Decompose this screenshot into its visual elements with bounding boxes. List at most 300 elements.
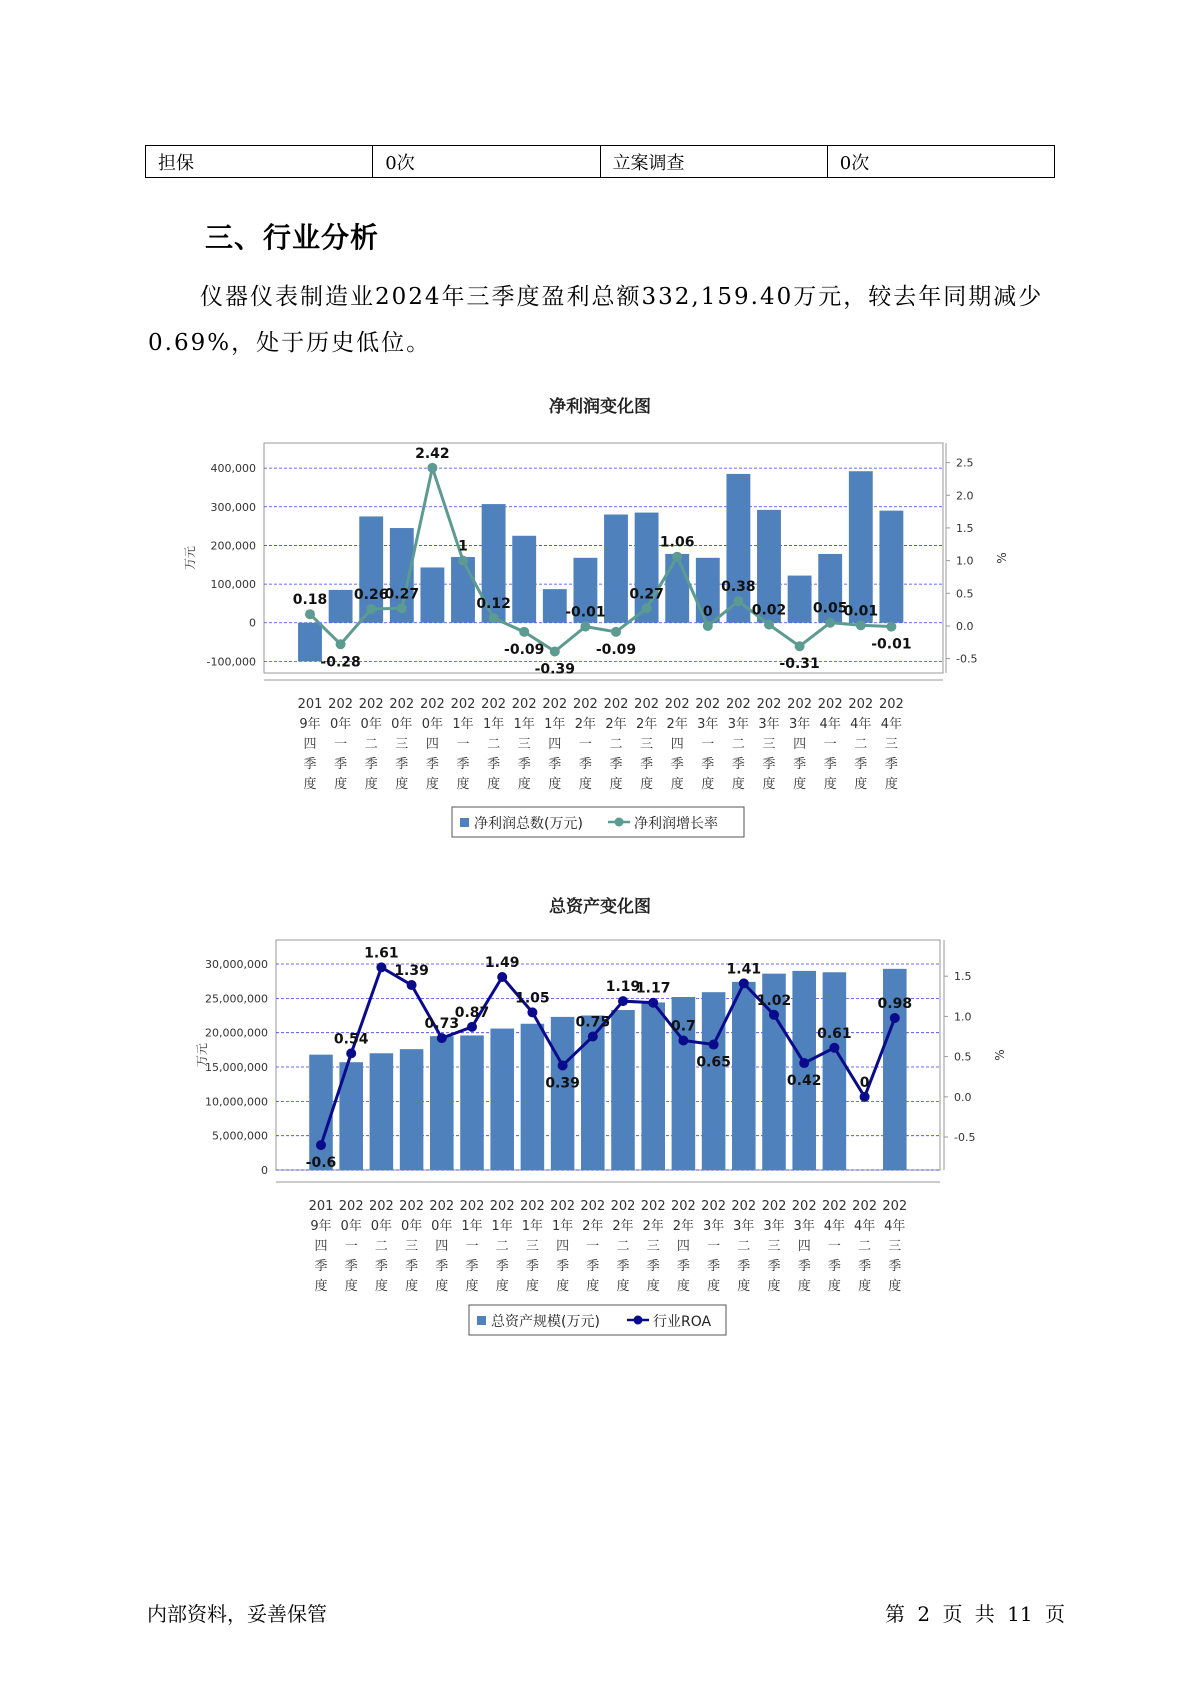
left-tick-label: 25,000,000 bbox=[205, 992, 268, 1006]
x-tick-label-line: 202 bbox=[640, 1199, 666, 1214]
line-point bbox=[305, 609, 315, 619]
x-tick-label-line: 季 bbox=[762, 757, 776, 772]
x-tick-label-line: 202 bbox=[821, 1199, 847, 1214]
x-tick-label-line: 二 bbox=[495, 1239, 509, 1254]
x-tick-label-line: 二 bbox=[737, 1239, 751, 1254]
x-tick-label-line: 度 bbox=[495, 1279, 509, 1294]
right-tick-label: 1.5 bbox=[954, 970, 972, 984]
x-tick-label bbox=[542, 697, 567, 792]
right-tick-label: -0.5 bbox=[954, 1131, 976, 1145]
x-tick-label bbox=[762, 1199, 787, 1294]
data-label: 0.12 bbox=[476, 596, 511, 613]
x-tick-label-line: 度 bbox=[435, 1279, 449, 1294]
x-tick-label-line: 202 bbox=[791, 1199, 817, 1214]
x-tick-label-line: 2年 bbox=[574, 717, 597, 732]
x-tick-label-line: 3年 bbox=[702, 1219, 725, 1234]
x-tick-label-line: 1年 bbox=[551, 1219, 574, 1234]
x-tick-label-line: 2年 bbox=[666, 717, 688, 732]
left-tick-label: 5,000,000 bbox=[212, 1129, 268, 1143]
x-tick-label-line: 202 bbox=[389, 697, 415, 712]
line-point bbox=[558, 1060, 568, 1070]
x-tick-label-line: 三 bbox=[762, 737, 776, 752]
data-label: 0.42 bbox=[786, 1073, 822, 1090]
x-tick-label-line: 度 bbox=[374, 1279, 388, 1294]
x-tick-label-line: 度 bbox=[737, 1279, 751, 1294]
chart-title: 总资产变化图 bbox=[549, 897, 651, 917]
data-label: 0.05 bbox=[812, 600, 848, 617]
line-point bbox=[427, 463, 437, 473]
x-tick-label-line: 3年 bbox=[793, 1219, 815, 1234]
x-tick-label bbox=[641, 1199, 666, 1294]
x-tick-label-line: 202 bbox=[852, 1199, 878, 1214]
x-tick-label-line: 季 bbox=[646, 1259, 660, 1274]
x-tick-label bbox=[818, 697, 843, 792]
data-label: 0.26 bbox=[353, 586, 389, 603]
x-tick-label-line: 三 bbox=[395, 737, 409, 752]
x-tick-label-line: 四 bbox=[670, 737, 684, 752]
data-label: 0.54 bbox=[333, 1031, 369, 1048]
data-label: 0.73 bbox=[424, 1016, 460, 1033]
x-tick-label-line: 季 bbox=[670, 757, 684, 772]
x-tick-label-line: 四 bbox=[548, 737, 562, 752]
line-point bbox=[588, 1032, 598, 1042]
x-tick-label-line: 1年 bbox=[521, 1219, 544, 1234]
data-label: 0.39 bbox=[545, 1075, 580, 1092]
x-tick-label-line: 季 bbox=[797, 1259, 811, 1274]
x-tick-label-line: 2年 bbox=[635, 717, 658, 732]
x-tick-label-line: 一 bbox=[586, 1239, 600, 1254]
x-tick-label-line: 季 bbox=[374, 1259, 388, 1274]
left-tick-label: 15,000,000 bbox=[205, 1061, 268, 1075]
line-point bbox=[437, 1033, 447, 1043]
chart-title: 净利润变化图 bbox=[549, 397, 651, 417]
line-point bbox=[648, 998, 658, 1008]
x-tick-label-line: 季 bbox=[395, 757, 409, 772]
x-tick-label-line: 季 bbox=[364, 757, 378, 772]
x-tick-label-line: 度 bbox=[670, 777, 684, 792]
x-tick-label-line: 度 bbox=[303, 777, 317, 792]
x-tick-label-line: 四 bbox=[556, 1239, 570, 1254]
x-tick-label-line: 202 bbox=[572, 697, 598, 712]
line-point bbox=[642, 603, 652, 613]
x-tick-label bbox=[399, 1199, 424, 1294]
x-tick-label-line: 度 bbox=[609, 777, 623, 792]
x-tick-label-line: 季 bbox=[767, 1259, 781, 1274]
right-tick-label: 0.5 bbox=[956, 587, 974, 601]
x-tick-label bbox=[451, 697, 476, 792]
section-paragraph: 仪器仪表制造业2024年三季度盈利总额332,159.40万元，较去年同期减少0.69%，处于历史低位。 bbox=[148, 284, 1044, 356]
x-tick-label-line: 三 bbox=[888, 1239, 902, 1254]
data-label: -0.01 bbox=[565, 604, 606, 621]
x-tick-label-line: 度 bbox=[823, 777, 837, 792]
line-point bbox=[611, 627, 621, 637]
x-tick-label-line: 4年 bbox=[850, 717, 872, 732]
line-point bbox=[733, 596, 743, 606]
x-tick-label bbox=[879, 697, 904, 792]
net-profit-chart bbox=[0, 395, 1191, 845]
bar bbox=[792, 971, 816, 1170]
right-tick-label: 1.0 bbox=[956, 554, 974, 568]
x-tick-label-line: 季 bbox=[334, 757, 348, 772]
x-tick-label-line: 1年 bbox=[513, 717, 535, 732]
legend-line-marker bbox=[634, 1316, 643, 1325]
x-tick-label bbox=[359, 697, 384, 792]
x-tick-label-line: 201 bbox=[308, 1199, 334, 1214]
line-point bbox=[825, 618, 835, 628]
x-tick-label bbox=[665, 697, 690, 792]
x-tick-label-line: 四 bbox=[435, 1239, 449, 1254]
line-point bbox=[316, 1140, 326, 1150]
data-label: 0.65 bbox=[696, 1054, 731, 1071]
line-point bbox=[366, 604, 376, 614]
x-tick-label-line: 三 bbox=[884, 737, 898, 752]
data-label: 1.05 bbox=[515, 990, 550, 1007]
table-row bbox=[146, 146, 1055, 178]
x-tick-label-line: 季 bbox=[435, 1259, 449, 1274]
table-cell-investigation-value: 0次 bbox=[827, 146, 1054, 178]
x-tick-label-line: 202 bbox=[489, 1199, 515, 1214]
data-label: 0.18 bbox=[292, 592, 328, 609]
line-point bbox=[618, 996, 628, 1006]
data-label: 1.17 bbox=[635, 980, 671, 997]
x-tick-label-line: 202 bbox=[419, 697, 445, 712]
right-tick-label: 0.0 bbox=[954, 1090, 972, 1104]
left-axis-title: 万元 bbox=[195, 1042, 209, 1068]
data-label: 1.06 bbox=[659, 534, 695, 551]
x-tick-label bbox=[726, 697, 751, 792]
bar bbox=[420, 567, 444, 622]
line-point bbox=[580, 622, 590, 632]
x-tick-label-line: 三 bbox=[646, 1239, 660, 1254]
data-label: 1 bbox=[458, 538, 468, 555]
bar bbox=[309, 1055, 333, 1170]
x-tick-label-line: 202 bbox=[511, 697, 537, 712]
x-tick-label bbox=[882, 1199, 907, 1294]
x-tick-label-line: 202 bbox=[731, 1199, 757, 1214]
x-tick-label-line: 202 bbox=[848, 697, 874, 712]
x-tick-label-line: 0年 bbox=[370, 1219, 393, 1234]
x-tick-label-line: 二 bbox=[487, 737, 501, 752]
x-tick-label bbox=[731, 1199, 756, 1294]
x-tick-label-line: 0年 bbox=[391, 717, 413, 732]
x-tick-label-line: 季 bbox=[707, 1259, 721, 1274]
line-point bbox=[407, 980, 417, 990]
x-tick-label-line: 季 bbox=[858, 1259, 872, 1274]
info-table bbox=[145, 145, 1055, 178]
x-tick-label bbox=[550, 1199, 575, 1294]
x-tick-label-line: 0年 bbox=[400, 1219, 423, 1234]
bar bbox=[641, 1002, 665, 1170]
x-tick-label-line: 四 bbox=[793, 737, 807, 752]
x-tick-label bbox=[490, 1199, 515, 1294]
x-tick-label-line: 季 bbox=[487, 757, 501, 772]
x-tick-label-line: 季 bbox=[586, 1259, 600, 1274]
x-tick-label-line: 0年 bbox=[431, 1219, 453, 1234]
line-point bbox=[467, 1022, 477, 1032]
right-tick-label: 2.5 bbox=[956, 456, 974, 470]
x-tick-label-line: 202 bbox=[695, 697, 721, 712]
x-tick-label-line: 三 bbox=[767, 1239, 781, 1254]
bar bbox=[702, 992, 726, 1170]
data-label: 0.27 bbox=[384, 586, 420, 603]
x-tick-label-line: 三 bbox=[517, 737, 531, 752]
left-tick-label: 20,000,000 bbox=[205, 1026, 268, 1040]
right-tick-label: 1.0 bbox=[954, 1010, 972, 1024]
line-point bbox=[336, 639, 346, 649]
bar bbox=[611, 1010, 635, 1170]
x-tick-label-line: 三 bbox=[640, 737, 654, 752]
x-tick-label-line: 1年 bbox=[452, 717, 474, 732]
bar bbox=[551, 1017, 575, 1170]
bar bbox=[451, 557, 475, 623]
right-axis-title: % bbox=[995, 552, 1009, 564]
x-tick-label-line: 3年 bbox=[788, 717, 811, 732]
right-axis-title: % bbox=[993, 1049, 1007, 1061]
x-tick-label-line: 3年 bbox=[763, 1219, 785, 1234]
left-axis-title: 万元 bbox=[183, 545, 197, 571]
x-tick-label-line: 度 bbox=[314, 1279, 328, 1294]
x-tick-label-line: 季 bbox=[456, 757, 470, 772]
line-point bbox=[458, 556, 468, 566]
x-tick-label-line: 202 bbox=[550, 1199, 576, 1214]
section-title: 三、行业分析 bbox=[205, 221, 380, 254]
x-tick-label-line: 季 bbox=[344, 1259, 358, 1274]
x-tick-label bbox=[611, 1199, 636, 1294]
x-tick-label-line: 度 bbox=[578, 777, 592, 792]
x-tick-label-line: 202 bbox=[634, 697, 660, 712]
x-tick-label-line: 202 bbox=[603, 697, 629, 712]
x-tick-label-line: 一 bbox=[823, 737, 837, 752]
x-tick-label-line: 202 bbox=[519, 1199, 545, 1214]
x-tick-label-line: 度 bbox=[556, 1279, 570, 1294]
x-tick-label-line: 202 bbox=[459, 1199, 485, 1214]
x-tick-label-line: 9年 bbox=[299, 717, 321, 732]
x-tick-label-line: 季 bbox=[731, 757, 745, 772]
line-point bbox=[397, 603, 407, 613]
bar bbox=[665, 554, 689, 623]
x-tick-label-line: 季 bbox=[609, 757, 623, 772]
bar bbox=[370, 1053, 394, 1170]
x-tick-label bbox=[671, 1199, 696, 1294]
x-tick-label-line: 四 bbox=[314, 1239, 328, 1254]
x-tick-label-line: 202 bbox=[761, 1199, 787, 1214]
x-tick-label-line: 季 bbox=[823, 757, 837, 772]
legend bbox=[469, 1305, 726, 1335]
x-tick-label-line: 202 bbox=[610, 1199, 636, 1214]
left-tick-label: -100,000 bbox=[206, 655, 256, 669]
table-cell-guarantee-label: 担保 bbox=[146, 146, 373, 178]
table-cell-guarantee-value: 0次 bbox=[373, 146, 600, 178]
left-tick-label: 300,000 bbox=[210, 500, 256, 514]
x-tick-label-line: 度 bbox=[884, 777, 898, 792]
x-tick-label bbox=[460, 1199, 485, 1294]
bar bbox=[490, 1029, 514, 1170]
x-tick-label bbox=[429, 1199, 454, 1294]
x-tick-label-line: 度 bbox=[517, 777, 531, 792]
data-label: -0.39 bbox=[534, 661, 575, 678]
x-tick-label-line: 四 bbox=[797, 1239, 811, 1254]
legend-bar-swatch bbox=[477, 1316, 486, 1325]
x-tick-label-line: 度 bbox=[707, 1279, 721, 1294]
x-tick-label-line: 202 bbox=[670, 1199, 696, 1214]
x-tick-label-line: 度 bbox=[793, 777, 807, 792]
x-tick-label-line: 度 bbox=[616, 1279, 630, 1294]
x-tick-label-line: 202 bbox=[580, 1199, 606, 1214]
footer-confidential-note: 内部资料，妥善保管 bbox=[147, 1602, 327, 1626]
line-point bbox=[860, 1092, 870, 1102]
x-tick-label-line: 季 bbox=[556, 1259, 570, 1274]
x-tick-label-line: 1年 bbox=[491, 1219, 513, 1234]
x-tick-label-line: 4年 bbox=[880, 717, 903, 732]
x-tick-label-line: 一 bbox=[344, 1239, 358, 1254]
x-tick-label-line: 202 bbox=[429, 1199, 455, 1214]
x-tick-label-line: 202 bbox=[756, 697, 782, 712]
x-tick-label-line: 季 bbox=[854, 757, 868, 772]
x-tick-label-line: 季 bbox=[578, 757, 592, 772]
x-tick-label-line: 度 bbox=[797, 1279, 811, 1294]
x-tick-label bbox=[848, 697, 873, 792]
line-point bbox=[886, 622, 896, 632]
x-tick-label bbox=[792, 1199, 817, 1294]
x-tick-label bbox=[634, 697, 659, 792]
x-tick-label-line: 4年 bbox=[853, 1219, 876, 1234]
bar bbox=[430, 1036, 454, 1170]
x-tick-label-line: 度 bbox=[334, 777, 348, 792]
x-tick-label-line: 度 bbox=[731, 777, 745, 792]
x-tick-label-line: 3年 bbox=[697, 717, 719, 732]
x-tick-label-line: 季 bbox=[525, 1259, 539, 1274]
line-point bbox=[672, 552, 682, 562]
x-tick-label-line: 202 bbox=[725, 697, 751, 712]
x-tick-label bbox=[701, 1199, 726, 1294]
x-tick-label-line: 2年 bbox=[582, 1219, 604, 1234]
x-tick-label-line: 度 bbox=[456, 777, 470, 792]
x-tick-label-line: 季 bbox=[517, 757, 531, 772]
x-tick-label bbox=[604, 697, 629, 792]
x-tick-label bbox=[757, 697, 782, 792]
line-point bbox=[764, 620, 774, 630]
data-label: 0 bbox=[859, 1074, 870, 1091]
x-tick-label-line: 0年 bbox=[360, 717, 382, 732]
line-point bbox=[489, 613, 499, 623]
x-tick-label-line: 3年 bbox=[727, 717, 750, 732]
x-tick-label-line: 季 bbox=[827, 1259, 841, 1274]
x-tick-label-line: 度 bbox=[854, 777, 868, 792]
line-point bbox=[519, 627, 529, 637]
x-tick-label-line: 3年 bbox=[733, 1219, 755, 1234]
bar bbox=[460, 1035, 484, 1170]
left-tick-label: 30,000,000 bbox=[205, 958, 268, 972]
legend-bar-label: 净利润总数(万元) bbox=[474, 816, 583, 832]
data-label: 0 bbox=[702, 603, 713, 620]
x-tick-label-line: 季 bbox=[737, 1259, 751, 1274]
x-tick-label bbox=[822, 1199, 847, 1294]
data-label: -0.09 bbox=[504, 641, 545, 658]
data-label: 0.61 bbox=[817, 1025, 852, 1042]
x-tick-label-line: 四 bbox=[303, 737, 317, 752]
x-tick-label-line: 度 bbox=[762, 777, 776, 792]
x-tick-label-line: 202 bbox=[701, 1199, 727, 1214]
data-label: -0.6 bbox=[305, 1155, 337, 1172]
data-label: 0.7 bbox=[670, 1018, 696, 1035]
line-point bbox=[703, 621, 713, 631]
x-tick-label-line: 季 bbox=[495, 1259, 509, 1274]
bar bbox=[823, 972, 847, 1170]
x-tick-label-line: 季 bbox=[314, 1259, 328, 1274]
x-tick-label-line: 度 bbox=[487, 777, 501, 792]
line-point bbox=[890, 1013, 900, 1023]
line-point bbox=[799, 1058, 809, 1068]
left-tick-label: 0 bbox=[249, 616, 256, 630]
data-label: 0.02 bbox=[751, 602, 787, 619]
line-point bbox=[739, 978, 749, 988]
x-tick-label-line: 度 bbox=[646, 1279, 660, 1294]
bar bbox=[879, 511, 903, 623]
x-tick-label-line: 度 bbox=[465, 1279, 479, 1294]
left-tick-label: 0 bbox=[261, 1164, 268, 1177]
x-tick-label-line: 三 bbox=[405, 1239, 419, 1254]
line-point bbox=[376, 962, 386, 972]
x-tick-label-line: 2年 bbox=[605, 717, 627, 732]
x-tick-label-line: 202 bbox=[399, 1199, 425, 1214]
x-tick-label-line: 三 bbox=[525, 1239, 539, 1254]
legend-bar-label: 总资产规模(万元) bbox=[491, 1314, 600, 1330]
total-assets-chart bbox=[0, 895, 1191, 1345]
x-tick-label-line: 2年 bbox=[642, 1219, 664, 1234]
x-tick-label-line: 度 bbox=[586, 1279, 600, 1294]
left-tick-label: 100,000 bbox=[210, 578, 256, 592]
line-point bbox=[678, 1036, 688, 1046]
x-tick-label-line: 一 bbox=[334, 737, 348, 752]
data-label: 1.49 bbox=[484, 954, 520, 971]
right-tick-label: 2.0 bbox=[956, 489, 974, 503]
x-tick-label-line: 度 bbox=[405, 1279, 419, 1294]
x-tick-label-line: 202 bbox=[787, 697, 813, 712]
line-point bbox=[829, 1043, 839, 1053]
x-tick-label-line: 季 bbox=[425, 757, 439, 772]
bar bbox=[329, 590, 353, 623]
data-label: 0.98 bbox=[877, 996, 913, 1013]
data-label: -0.01 bbox=[871, 636, 912, 653]
x-tick-label-line: 4年 bbox=[823, 1219, 846, 1234]
x-tick-label-line: 季 bbox=[884, 757, 898, 772]
data-label: 0.75 bbox=[575, 1014, 611, 1031]
line-point bbox=[346, 1048, 356, 1058]
x-tick-label-line: 二 bbox=[854, 737, 868, 752]
x-tick-label-line: 0年 bbox=[329, 717, 352, 732]
bar bbox=[521, 1024, 545, 1170]
x-tick-label bbox=[852, 1199, 877, 1294]
x-tick-label-line: 季 bbox=[701, 757, 715, 772]
x-tick-label-line: 二 bbox=[609, 737, 623, 752]
bar bbox=[788, 576, 812, 623]
x-tick-label-line: 季 bbox=[405, 1259, 419, 1274]
data-label: 2.42 bbox=[415, 445, 450, 462]
right-tick-label: 0.5 bbox=[954, 1050, 972, 1064]
x-tick-label-line: 0年 bbox=[421, 717, 444, 732]
x-tick-label-line: 度 bbox=[344, 1279, 358, 1294]
x-tick-label-line: 度 bbox=[425, 777, 439, 792]
x-tick-label bbox=[481, 697, 506, 792]
x-tick-label-line: 度 bbox=[888, 1279, 902, 1294]
left-tick-label: 10,000,000 bbox=[205, 1095, 268, 1109]
x-tick-label-line: 0年 bbox=[340, 1219, 362, 1234]
footer-page-number: 第 2 页 共 11 页 bbox=[885, 1602, 1065, 1626]
data-label: -0.09 bbox=[595, 641, 637, 658]
x-tick-label-line: 度 bbox=[701, 777, 715, 792]
x-tick-label-line: 二 bbox=[731, 737, 745, 752]
left-tick-label: 400,000 bbox=[210, 462, 256, 476]
